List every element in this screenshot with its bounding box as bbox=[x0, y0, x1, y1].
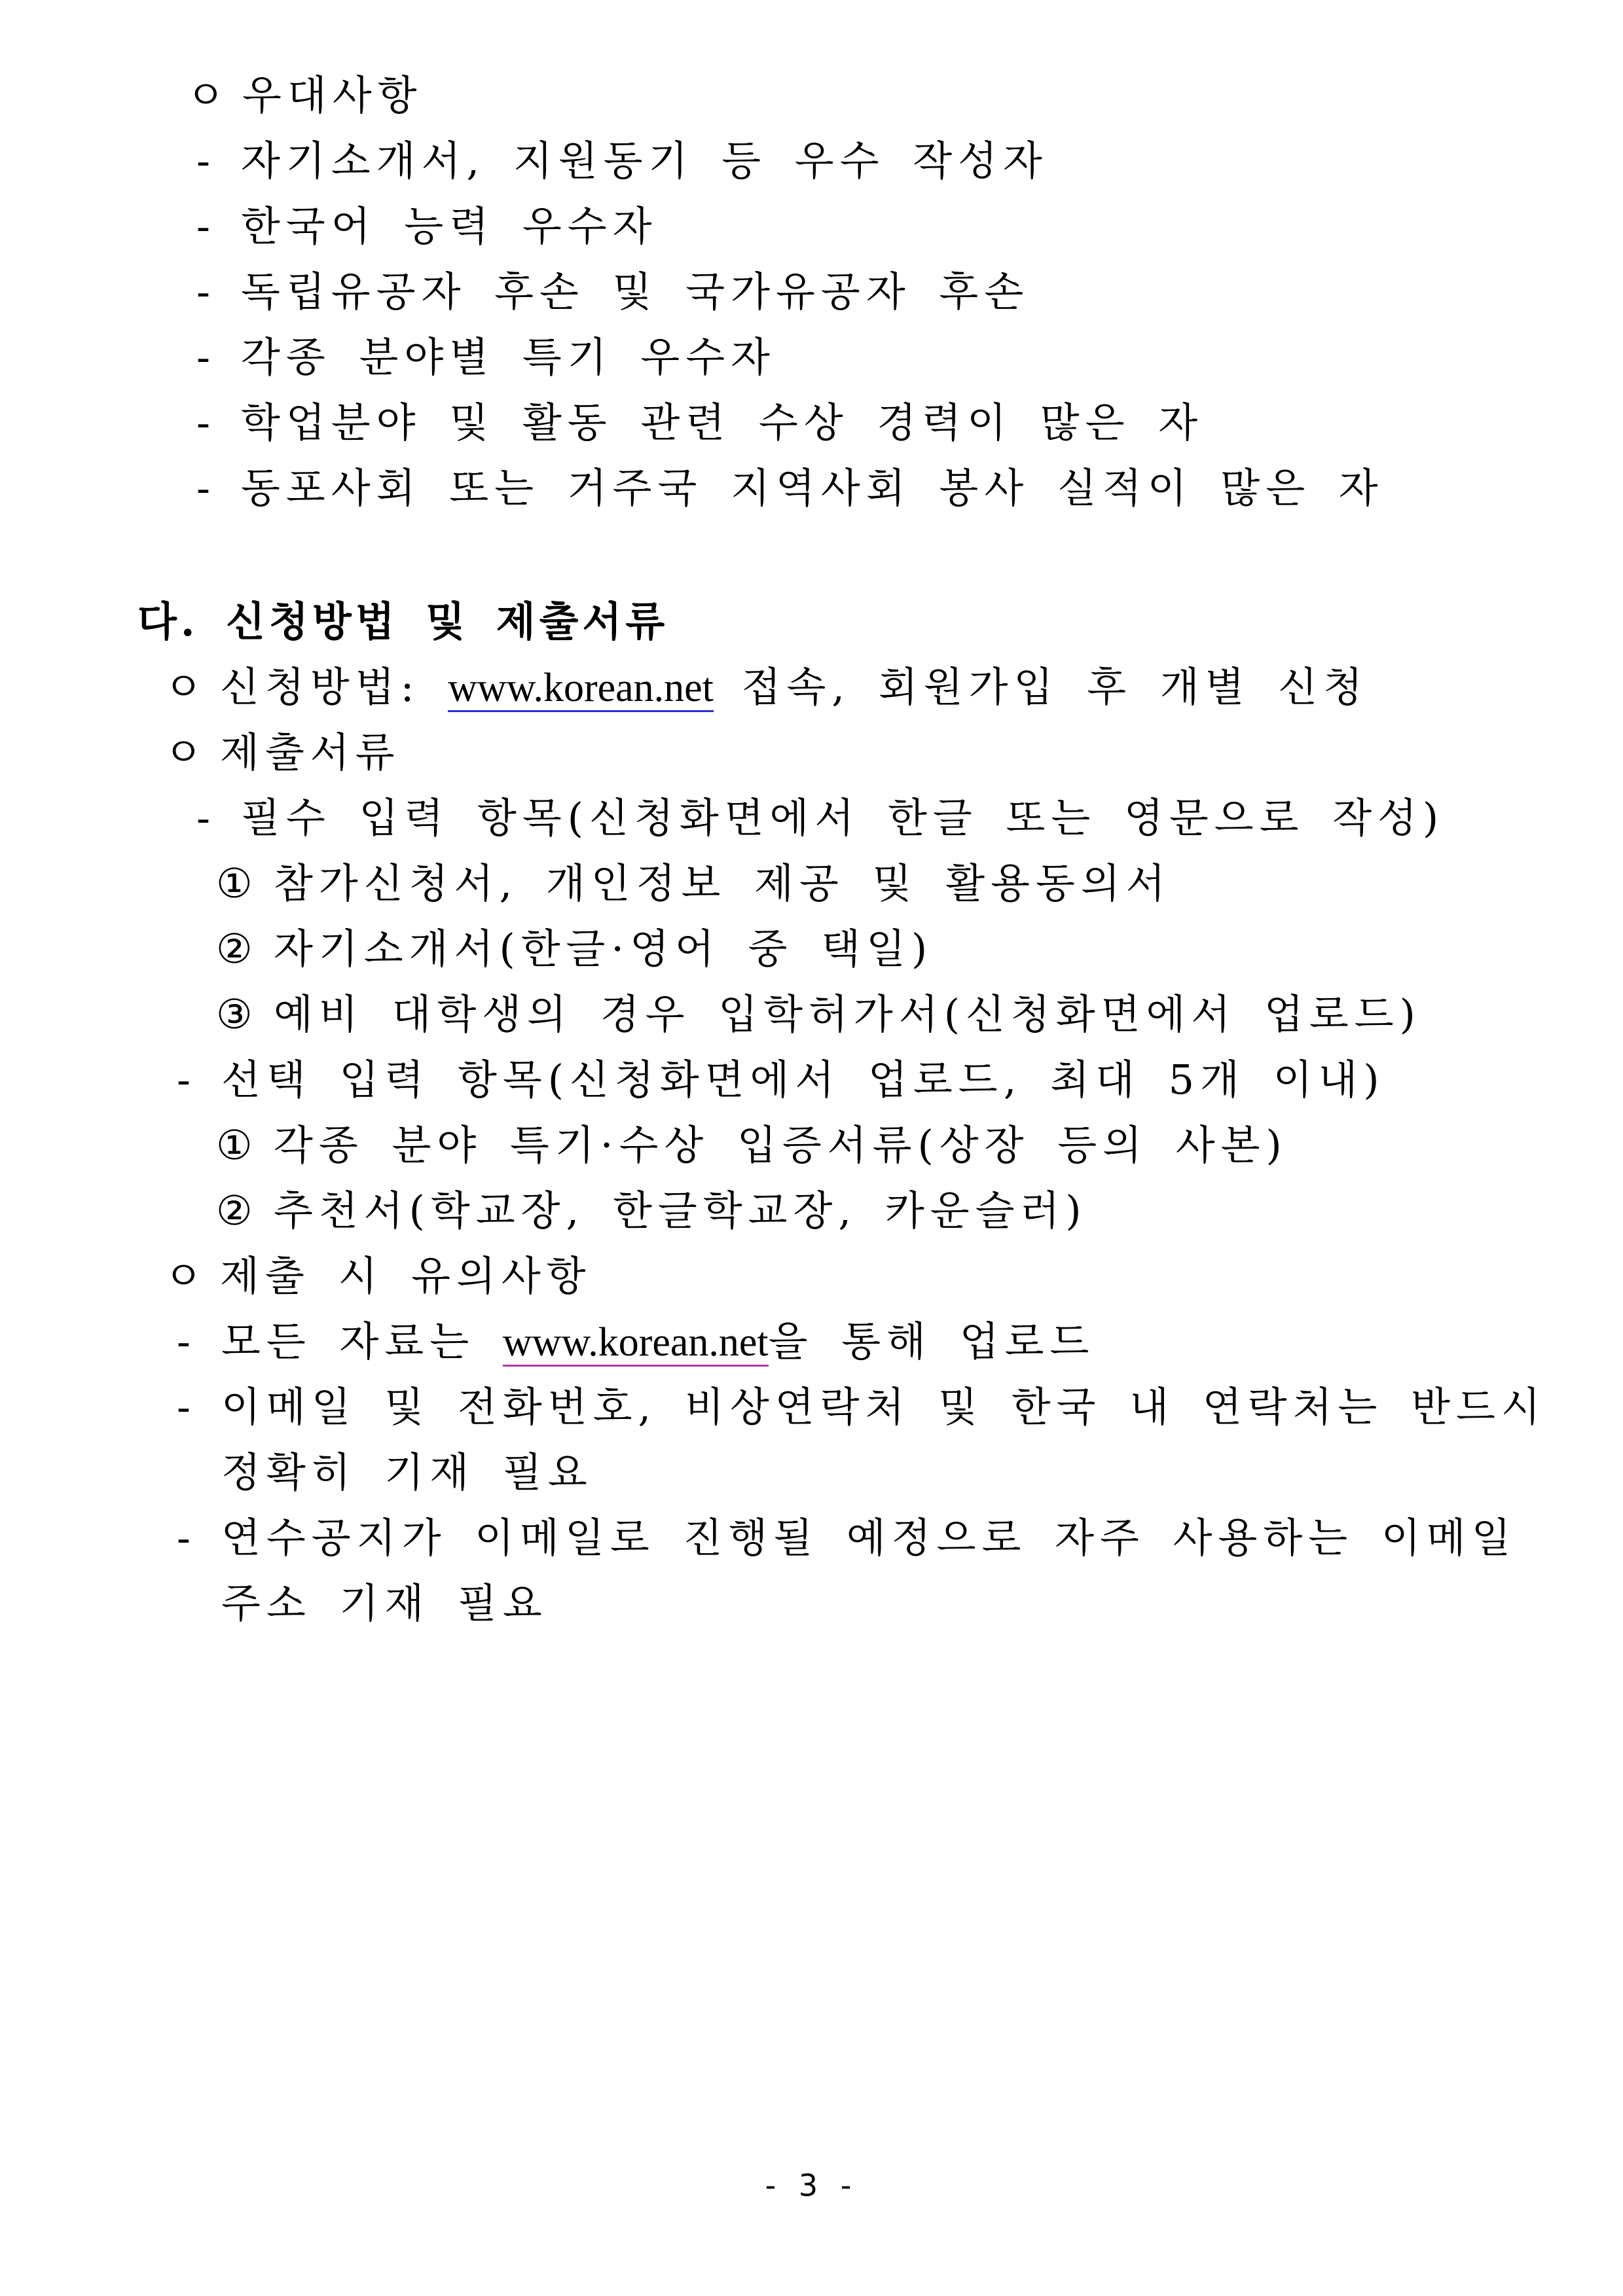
note-upload-rest: 을 통해 업로드 bbox=[768, 1318, 1095, 1365]
dash-marker: - bbox=[196, 202, 216, 250]
circled-number: ① bbox=[216, 859, 259, 907]
circled-number: ③ bbox=[216, 990, 259, 1038]
note-item bbox=[177, 1316, 1095, 1369]
list-item-text: 한국어 능력 우수자 bbox=[241, 202, 658, 250]
note-item bbox=[177, 1381, 1546, 1433]
notes-title bbox=[164, 1250, 592, 1302]
note-contact-line2: 정확히 기재 필요 bbox=[221, 1448, 593, 1496]
korean-net-link[interactable]: www.korean.net bbox=[448, 666, 714, 712]
dash-marker: - bbox=[177, 1383, 196, 1431]
note-item-continuation bbox=[221, 1577, 548, 1630]
notes-title-text: 제출 시 유의사항 bbox=[220, 1252, 592, 1300]
preference-title bbox=[186, 69, 423, 122]
required-item bbox=[216, 857, 1171, 910]
bullet-marker: ㅇ bbox=[164, 663, 209, 711]
apply-method-line bbox=[164, 661, 1368, 714]
list-item bbox=[196, 397, 1203, 449]
optional-item bbox=[216, 1185, 1087, 1237]
optional-item-text: 각종 분야 특기·수상 입증서류(상장 등의 사본) bbox=[274, 1121, 1288, 1169]
required-item bbox=[216, 923, 933, 975]
required-items-title bbox=[196, 792, 1444, 844]
apply-method-rest: 접속, 회원가입 후 개별 신청 bbox=[741, 663, 1368, 711]
dash-marker: - bbox=[177, 1514, 196, 1562]
list-item bbox=[196, 266, 1029, 318]
list-item bbox=[196, 462, 1384, 514]
optional-item-text: 추천서(학교장, 한글학교장, 카운슬러) bbox=[274, 1187, 1087, 1234]
dash-marker: - bbox=[196, 464, 216, 512]
required-items-title-text: 필수 입력 항목(신청화면에서 한글 또는 영문으로 작성) bbox=[241, 794, 1445, 842]
page-number: - 3 - bbox=[765, 2168, 858, 2203]
preference-title-text: 우대사항 bbox=[242, 71, 423, 119]
required-item-text: 예비 대학생의 경우 입학허가서(신청화면에서 업로드) bbox=[274, 990, 1421, 1038]
dash-marker: - bbox=[177, 1318, 196, 1365]
note-contact-line1: 이메일 및 전화번호, 비상연락처 및 한국 내 연락처는 반드시 bbox=[221, 1383, 1546, 1431]
list-item-text: 학업분야 및 활동 관련 수상 경력이 많은 자 bbox=[241, 399, 1204, 446]
optional-items-title bbox=[177, 1054, 1385, 1106]
dash-marker: - bbox=[196, 399, 216, 446]
required-item-text: 자기소개서(한글·영어 중 택일) bbox=[274, 925, 934, 973]
apply-method-label: 신청방법: bbox=[220, 663, 420, 711]
documents-title-text: 제출서류 bbox=[220, 728, 401, 776]
optional-item bbox=[216, 1119, 1288, 1172]
list-item-text: 자기소개서, 지원동기 등 우수 작성자 bbox=[241, 137, 1048, 185]
note-email-line2: 주소 기재 필요 bbox=[221, 1579, 548, 1627]
circled-number: ② bbox=[216, 925, 259, 973]
circled-number: ② bbox=[216, 1187, 259, 1234]
dash-marker: - bbox=[196, 333, 216, 381]
bullet-marker: ㅇ bbox=[186, 71, 231, 119]
circled-number: ① bbox=[216, 1121, 259, 1169]
documents-title bbox=[164, 726, 401, 779]
bullet-marker: ㅇ bbox=[164, 1252, 209, 1300]
optional-items-title-text: 선택 입력 항목(신청화면에서 업로드, 최대 5개 이내) bbox=[221, 1056, 1385, 1103]
list-item bbox=[196, 135, 1048, 187]
dash-marker: - bbox=[196, 137, 216, 185]
dash-marker: - bbox=[196, 268, 216, 315]
list-item bbox=[196, 200, 658, 253]
list-item-text: 각종 분야별 특기 우수자 bbox=[241, 333, 776, 381]
dash-marker: - bbox=[177, 1056, 196, 1103]
note-item-continuation bbox=[221, 1446, 593, 1499]
korean-net-upload-link[interactable]: www.korean.net bbox=[503, 1320, 769, 1367]
dash-marker: - bbox=[196, 794, 216, 842]
section-heading: 다. 신청방법 및 제출서류 bbox=[137, 598, 669, 645]
required-item bbox=[216, 988, 1421, 1041]
list-item bbox=[196, 331, 776, 384]
required-item-text: 참가신청서, 개인정보 제공 및 활용동의서 bbox=[274, 859, 1171, 907]
note-email-line1: 연수공지가 이메일로 진행될 예정으로 자주 사용하는 이메일 bbox=[221, 1514, 1517, 1562]
note-item bbox=[177, 1512, 1517, 1564]
note-upload-prefix: 모든 자료는 bbox=[221, 1318, 475, 1365]
list-item-text: 동포사회 또는 거주국 지역사회 봉사 실적이 많은 자 bbox=[241, 464, 1384, 512]
list-item-text: 독립유공자 후손 및 국가유공자 후손 bbox=[241, 268, 1030, 315]
bullet-marker: ㅇ bbox=[164, 728, 209, 776]
